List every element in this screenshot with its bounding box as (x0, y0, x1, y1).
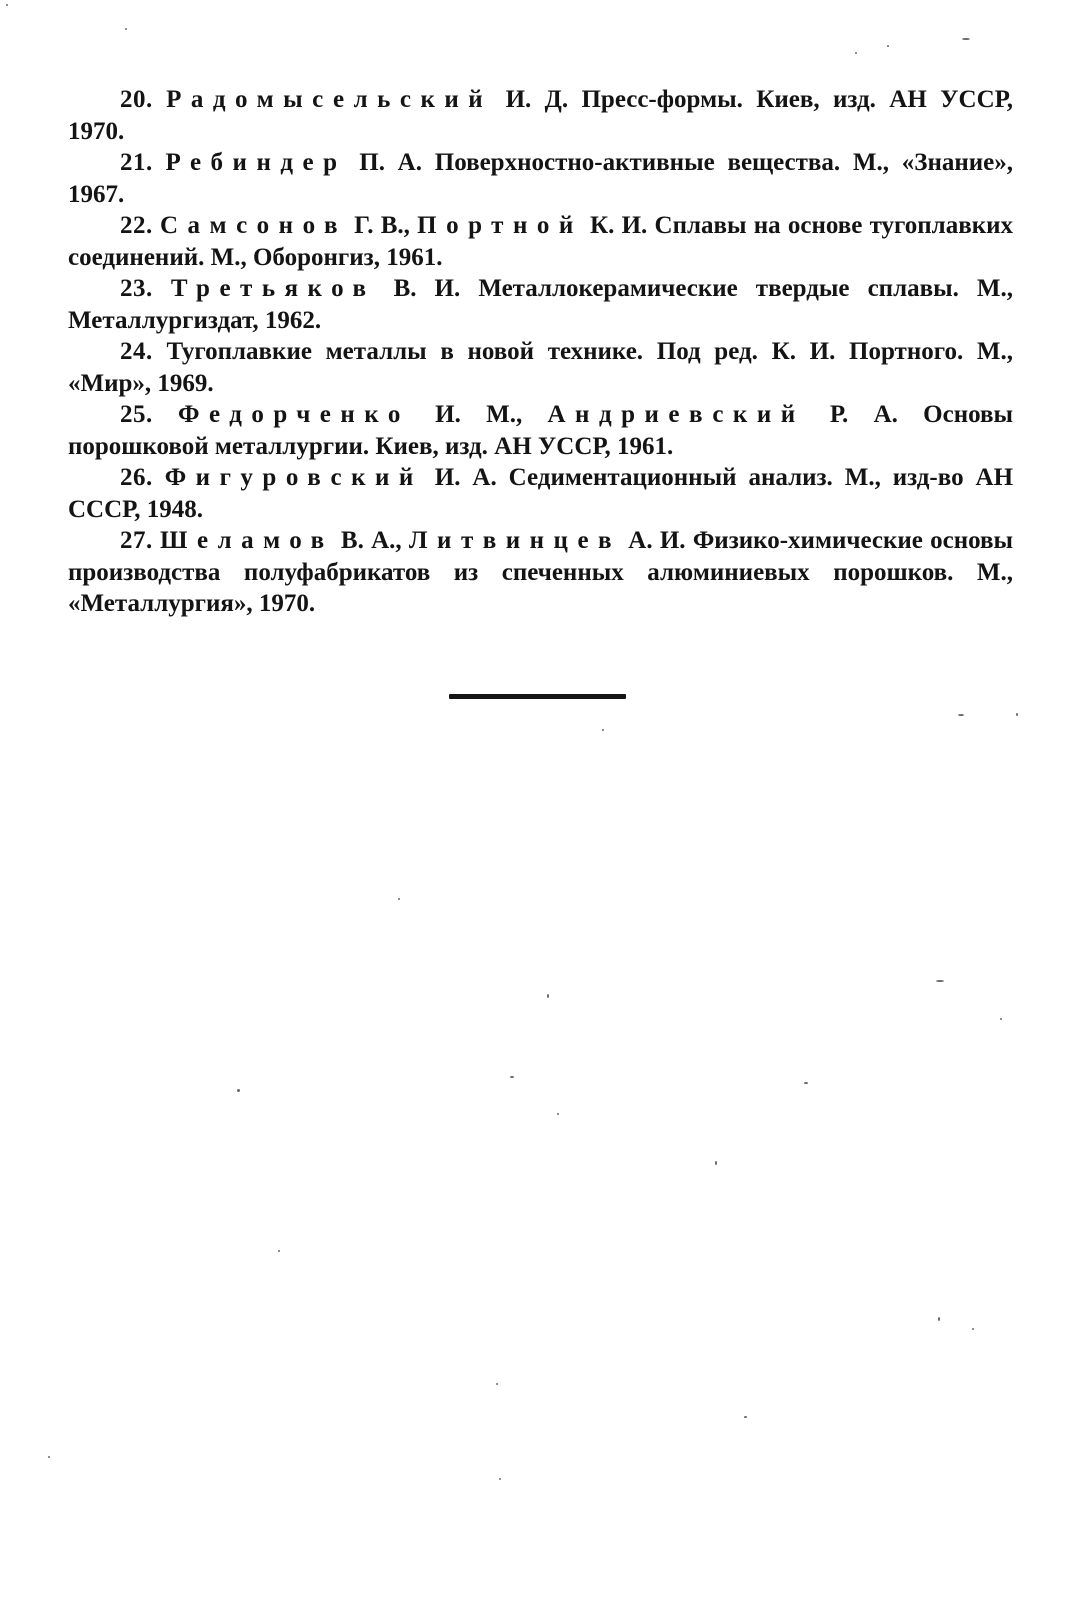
scan-speck (1000, 1018, 1002, 1020)
scan-speck (557, 1113, 559, 1115)
reference-number: 27. (120, 527, 153, 554)
reference-item (68, 462, 1013, 525)
author-initials: А. И. (621, 527, 693, 554)
scan-speck (1016, 713, 1018, 716)
end-divider (449, 694, 626, 699)
author-name: Федорченко (178, 401, 410, 428)
scan-speck (715, 1161, 717, 1165)
reference-text: Тугоплавкие металлы в новой технике. Под ред. К. И. Портного. М., «Мир», 1969. (68, 338, 1014, 397)
author-initials: В. А., (333, 527, 409, 554)
scan-speck (125, 28, 127, 30)
author-name: Самсонов (159, 212, 347, 239)
reference-item (68, 273, 1013, 336)
author-name: Ребиндер (165, 149, 347, 176)
author-initials: К. И. (582, 212, 655, 239)
reference-item (68, 525, 1013, 620)
scan-speck (6, 4, 8, 6)
reference-text: Пресс-формы. Киев, изд. АН УССР, 1970. (68, 86, 1014, 145)
scan-speck (855, 52, 857, 54)
scan-speck (499, 1478, 501, 1480)
scan-speck (510, 1076, 514, 1078)
scan-speck (278, 1250, 280, 1252)
reference-number: 22. (120, 212, 153, 239)
reference-number: 20. (120, 86, 153, 113)
reference-text: Основы порошковой металлургии. Киев, изд. АН УССР, 1961. (68, 401, 1013, 460)
author-name: Шеламов (160, 527, 334, 554)
reference-text: Поверхностно-активные вещества. М., «Знание», 1967. (68, 149, 1014, 208)
reference-item (68, 399, 1013, 462)
author-initials: Г. В., (346, 212, 418, 239)
scan-speck (936, 980, 944, 982)
author-initials: И. М., (409, 401, 548, 428)
reference-item (68, 210, 1013, 273)
scan-speck (547, 994, 549, 998)
author-initials: В. И. (375, 275, 479, 302)
reference-list (68, 84, 1013, 620)
author-name: Фигуровский (164, 464, 423, 491)
author-name: Третьяков (170, 275, 376, 302)
scan-speck (398, 898, 400, 900)
scan-speck (744, 1416, 747, 1418)
reference-number: 23. (120, 275, 153, 302)
reference-text: Металлокерамические твердые сплавы. М., Металлургиздат, 1962. (68, 275, 1014, 334)
reference-number: 24. (120, 338, 153, 365)
reference-number: 25. (120, 401, 153, 428)
reference-number: 26. (120, 464, 153, 491)
reference-text: Седиментационный анализ. М., изд-во АН СССР, 1948. (68, 464, 1014, 523)
scan-speck (602, 729, 604, 731)
author-name: Радомысельский (166, 86, 493, 113)
scan-speck (804, 1082, 808, 1084)
scan-speck (237, 1089, 240, 1092)
author-initials: Р. А. (804, 401, 924, 428)
reference-item (68, 336, 1013, 399)
author-initials: П. А. (346, 149, 435, 176)
scan-speck (938, 1317, 940, 1321)
reference-item (68, 147, 1013, 210)
reference-text: Сплавы на основе тугоплавких соединений. М., Оборонгиз, 1961. (68, 212, 1014, 271)
scan-speck (496, 1383, 498, 1385)
author-name: Андриевский (547, 401, 805, 428)
reference-number: 21. (120, 149, 153, 176)
author-name: Портной (417, 212, 583, 239)
scan-speck (972, 1328, 974, 1330)
author-initials: И. А. (422, 464, 509, 491)
scan-speck (958, 714, 964, 716)
reference-item (68, 84, 1013, 147)
author-name: Литвинцев (408, 527, 622, 554)
author-initials: И. Д. (492, 86, 582, 113)
reference-text: Физико-химические основы производства полуфабрикатов из спеченных алюминиевых порошков. М., «Металлургия», 1970. (68, 527, 1014, 617)
scan-speck (887, 45, 889, 47)
scan-speck (962, 38, 970, 40)
scan-speck (48, 1456, 50, 1458)
